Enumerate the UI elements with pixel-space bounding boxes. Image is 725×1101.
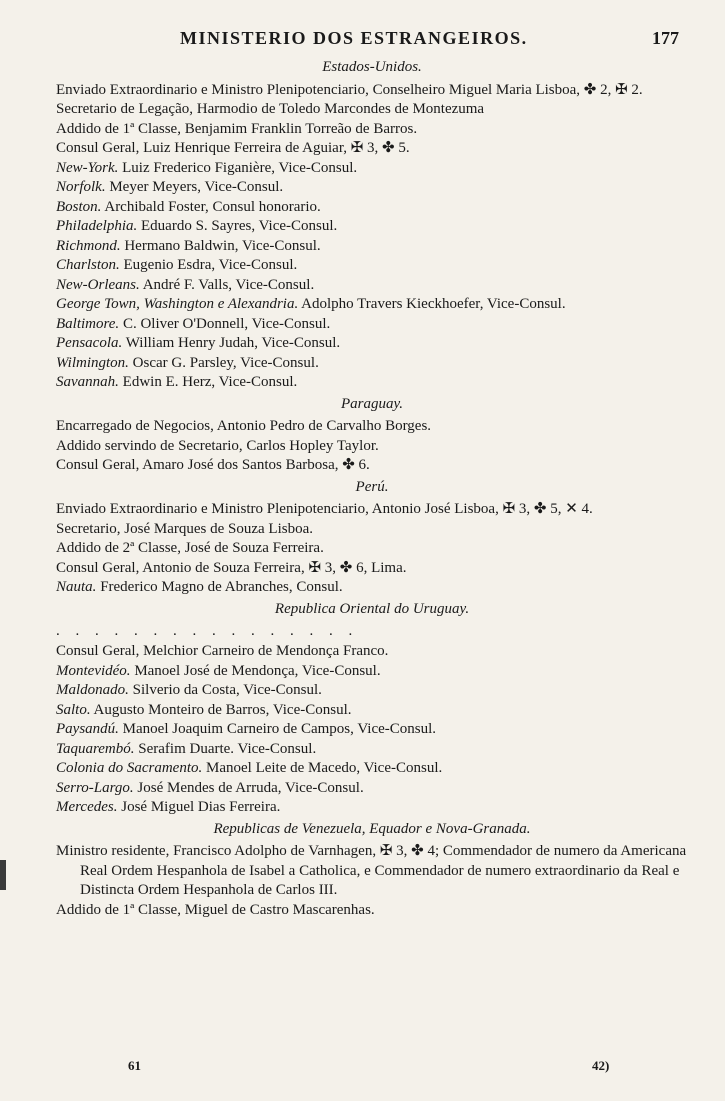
place-name: Pensacola.: [56, 335, 123, 351]
place-name: Charlston.: [56, 257, 120, 273]
section-title: Estados-Unidos.: [322, 59, 422, 75]
entry-text: Augusto Monteiro de Barros, Vice-Consul.: [93, 701, 352, 718]
place-name: Richmond.: [56, 237, 121, 254]
list-entry: [56, 417, 688, 437]
entry-text: Addido de 2ª Classe, José de Souza Ferreira.: [56, 540, 324, 556]
place-name: Baltimore.: [56, 315, 120, 332]
entry-text: Enviado Extraordinario e Ministro Plenipotenciario, Antonio José Lisboa, ✠ 3, ✤ 5, ✕ 4.: [56, 501, 593, 517]
entry-text: Consul Geral, Melchior Carneiro de Mendonça Franco.: [56, 643, 389, 659]
list-entry: [56, 901, 688, 921]
document-body: [56, 56, 688, 920]
list-entry: [56, 642, 688, 662]
list-entry: [56, 100, 688, 120]
list-entry: [56, 500, 688, 520]
list-entry: [56, 120, 688, 140]
list-entry: [56, 578, 688, 598]
margin-mark: [0, 860, 6, 890]
list-entry: [56, 139, 688, 159]
entry-text: Adolpho Travers Kieckhoefer, Vice-Consul.: [301, 296, 566, 312]
list-entry: [56, 217, 688, 237]
signature-mark-left: 61: [128, 1058, 141, 1073]
entry-text: José Mendes de Arruda, Vice-Consul.: [137, 779, 364, 796]
place-name: George Town, Washington e Alexandria.: [56, 296, 299, 312]
list-entry: [56, 681, 688, 701]
list-entry: [56, 159, 688, 179]
list-entry: [56, 701, 688, 721]
list-entry: [56, 354, 688, 374]
list-entry: [56, 256, 688, 276]
entry-text: Addido de 1ª Classe, Miguel de Castro Mascarenhas.: [56, 901, 375, 918]
place-name: Philadelphia.: [56, 218, 138, 234]
list-entry: [56, 81, 688, 101]
list-entry: [56, 456, 688, 476]
place-name: Salto.: [56, 701, 91, 718]
place-name: Mercedes.: [56, 799, 118, 815]
entry-text: Consul Geral, Luiz Henrique Ferreira de Aguiar, ✠ 3, ✤ 5.: [56, 140, 410, 156]
list-entry: [56, 759, 688, 779]
entry-text: Oscar G. Parsley, Vice-Consul.: [132, 354, 319, 371]
place-name: Maldonado.: [56, 682, 129, 698]
entry-text: Meyer Meyers, Vice-Consul.: [109, 179, 284, 195]
running-head: [0, 28, 725, 52]
list-entry: [56, 373, 688, 393]
entry-text: Hermano Baldwin, Vice-Consul.: [124, 237, 321, 254]
entry-text: C. Oliver O'Donnell, Vice-Consul.: [122, 315, 331, 332]
place-name: Boston.: [56, 198, 102, 215]
entry-text: Eduardo S. Sayres, Vice-Consul.: [141, 218, 338, 234]
section-title: Republicas de Venezuela, Equador e Nova-Granada.: [213, 820, 531, 837]
list-entry: [56, 178, 688, 198]
place-name: New-York.: [56, 159, 119, 176]
list-entry: [56, 779, 688, 799]
list-entry: [56, 315, 688, 335]
entry-text: José Miguel Dias Ferreira.: [121, 799, 281, 815]
list-entry: [56, 520, 688, 540]
entry-text: Enviado Extraordinario e Ministro Plenipotenciario, Conselheiro Miguel Maria Lisboa, ✤ 2, ✠ 2.: [56, 81, 643, 98]
list-entry: [56, 334, 688, 354]
entry-text: Eugenio Esdra, Vice-Consul.: [123, 257, 298, 273]
place-name: Taquarembó.: [56, 740, 135, 757]
entry-text: Encarregado de Negocios, Antonio Pedro de Carvalho Borges.: [56, 418, 432, 434]
place-name: Serro-Largo.: [56, 779, 134, 796]
entry-text: Manoel Joaquim Carneiro de Campos, Vice-Consul.: [122, 721, 437, 737]
entry-text: Manoel Leite de Macedo, Vice-Consul.: [206, 760, 443, 776]
place-name: Colonia do Sacramento.: [56, 760, 203, 776]
section-title: Perú.: [355, 478, 389, 495]
entry-text: Addido servindo de Secretario, Carlos Hopley Taylor.: [56, 437, 379, 454]
place-name: Nauta.: [56, 579, 97, 595]
list-entry: [56, 295, 688, 315]
list-entry: [56, 198, 688, 218]
entry-text: Silverio da Costa, Vice-Consul.: [132, 682, 322, 698]
section-title: Republica Oriental do Uruguay.: [274, 600, 470, 617]
list-entry: [56, 842, 688, 901]
place-name: Montevidéo.: [56, 662, 131, 679]
list-entry: [56, 276, 688, 296]
entry-text: Manoel José de Mendonça, Vice-Consul.: [134, 662, 381, 679]
place-name: Norfolk.: [56, 179, 106, 195]
place-name: Savannah.: [56, 374, 119, 390]
entry-text: Ministro residente, Francisco Adolpho de Varnhagen, ✠ 3, ✤ 4; Commendador de numero da Americana Real Ordem Hespanhola de Isabel a Catholica, e Commendador de numero extraordinario da Real e Distincta Ordem Hespanhola de Carlos III.: [56, 843, 687, 898]
list-entry: [56, 720, 688, 740]
entry-text: Archibald Foster, Consul honorario.: [104, 198, 321, 215]
entry-text: Edwin E. Herz, Vice-Consul.: [122, 374, 298, 390]
entry-text: Secretario, José Marques de Souza Lisboa.: [56, 520, 314, 537]
list-entry: [56, 740, 688, 760]
entry-text: Consul Geral, Amaro José dos Santos Barbosa, ✤ 6.: [56, 457, 370, 473]
entry-text: André F. Valls, Vice-Consul.: [142, 276, 315, 293]
place-name: Paysandú.: [56, 721, 119, 737]
list-entry: [56, 237, 688, 257]
page-title: MINISTERIO DOS ESTRANGEIROS.: [180, 28, 528, 48]
page-number: 177: [652, 28, 679, 48]
entry-text: Secretario de Legação, Harmodio de Toledo Marcondes de Montezuma: [56, 101, 485, 117]
list-entry: [56, 798, 688, 818]
place-name: Wilmington.: [56, 354, 129, 371]
place-name: New-Orleans.: [56, 276, 140, 293]
signature-mark-right: 42): [592, 1058, 610, 1073]
entry-text: Consul Geral, Antonio de Souza Ferreira, ✠ 3, ✤ 6, Lima.: [56, 559, 407, 576]
footer: [0, 1058, 725, 1078]
list-entry: [56, 539, 688, 559]
list-entry: [56, 559, 688, 579]
entry-text: Frederico Magno de Abranches, Consul.: [100, 579, 343, 595]
section-title: Paraguay.: [340, 395, 404, 412]
entry-text: Serafim Duarte. Vice-Consul.: [138, 740, 317, 757]
entry-text: Luiz Frederico Figanière, Vice-Consul.: [122, 159, 358, 176]
list-entry: [56, 662, 688, 682]
entry-text: William Henry Judah, Vice-Consul.: [125, 335, 341, 351]
dotted-leader: . . . . . . . . . . . . . . . .: [56, 623, 359, 639]
entry-text: Addido de 1ª Classe, Benjamim Franklin Torreão de Barros.: [56, 120, 418, 137]
list-entry: [56, 437, 688, 457]
